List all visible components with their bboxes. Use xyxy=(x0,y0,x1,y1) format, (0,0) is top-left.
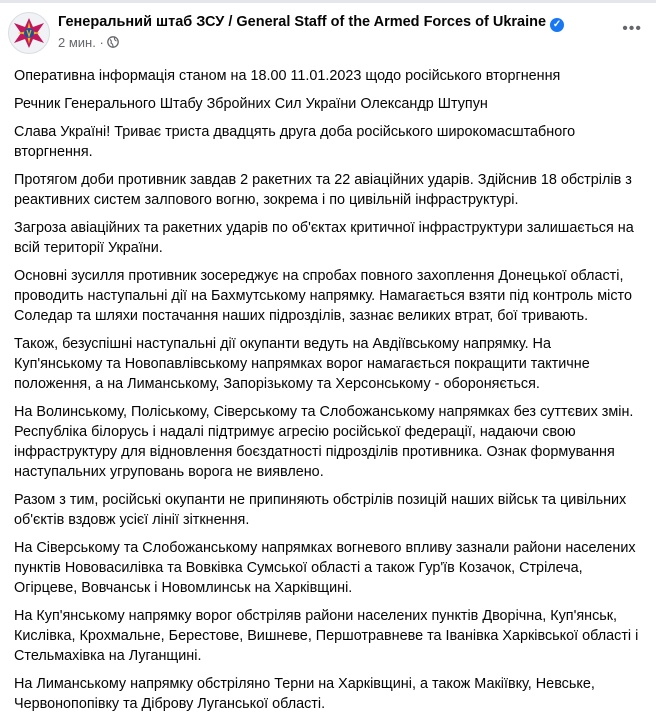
author-avatar[interactable] xyxy=(8,12,50,54)
post-paragraph xyxy=(14,606,654,666)
verified-badge-icon: ✓ xyxy=(550,18,564,32)
globe-icon xyxy=(107,36,119,48)
paragraph-line: проводить наступальні дії на Бахмутському напрямку. Намагається взяти під контроль місто xyxy=(14,288,632,304)
more-options-button[interactable]: ••• xyxy=(622,20,642,37)
paragraph-line: На Сіверському та Слобожанському напрямках вогневого впливу зазнали райони населених xyxy=(14,540,636,556)
paragraph-line: Республіка білорусь і надалі підтримує агресію російської федерації, надаючи свою xyxy=(14,424,576,440)
meta-separator: · xyxy=(99,35,104,50)
paragraph-line: Також, безуспішні наступальні дії окупанти ведуть на Авдіївському напрямку. На xyxy=(14,336,551,352)
paragraph-line: Стельмахівка на Луганщині. xyxy=(14,648,202,664)
paragraph-line: Основні зусилля противник зосереджує на спробах повного захоплення Донецької області, xyxy=(14,268,624,284)
paragraph-line: Протягом доби противник завдав 2 ракетних та 22 авіаційних ударів. Здійснив 18 обстрілів з xyxy=(14,172,632,188)
author-name[interactable] xyxy=(58,14,564,32)
top-divider xyxy=(0,0,656,3)
paragraph-line: Кислівка, Крохмальне, Берестове, Вишневе, Першотравневе та Іванівка Харківської області і xyxy=(14,628,639,644)
paragraph-line: Огірцеве, Вовчанськ і Новомлинськ на Харківщині. xyxy=(14,580,353,596)
paragraph-line: Червонопопівку та Діброву Луганської області. xyxy=(14,696,326,712)
post-paragraph xyxy=(14,66,654,86)
post-paragraph xyxy=(14,402,654,482)
paragraph-line: Куп'янському та Новопавлівському напрямках ворог намагається покращити тактичне xyxy=(14,356,590,372)
post-paragraph xyxy=(14,94,654,114)
post-paragraph xyxy=(14,674,654,714)
paragraph-line: Разом з тим, російські окупанти не припиняють обстрілів позицій наших військ та цивільних xyxy=(14,492,627,508)
paragraph-line: всій території України. xyxy=(14,240,163,256)
paragraph-line: положення, а на Лиманському, Запорізькому та Херсонському - обороняється. xyxy=(14,376,540,392)
paragraph-line: Речник Генерального Штабу Збройних Сил України Олександр Штупун xyxy=(14,96,488,112)
paragraph-line: наступальних угруповань ворога не виявлено. xyxy=(14,464,324,480)
paragraph-line: На Куп'янському напрямку ворог обстріляв райони населених пунктів Дворічна, Куп'янськ, xyxy=(14,608,618,624)
paragraph-line: На Лиманському напрямку обстріляно Терни на Харківщині, а також Макіївку, Невське, xyxy=(14,676,595,692)
paragraph-line: Оперативна інформація станом на 18.00 11.01.2023 щодо російського вторгнення xyxy=(14,68,561,84)
post-meta xyxy=(58,35,119,50)
post-paragraph xyxy=(14,218,654,258)
paragraph-line: реактивних систем залпового вогню, зокрема і по цивільній інфраструктурі. xyxy=(14,192,519,208)
general-staff-emblem-icon xyxy=(9,13,49,53)
post-paragraph xyxy=(14,266,654,326)
post-paragraph xyxy=(14,170,654,210)
post-paragraph xyxy=(14,490,654,530)
post-paragraph xyxy=(14,122,654,162)
paragraph-line: вторгнення. xyxy=(14,144,93,160)
paragraph-line: пунктів Нововасилівка та Вовківка Сумської області а також Гур'їв Козачок, Стрілеча, xyxy=(14,560,583,576)
paragraph-line: Слава Україні! Триває триста двадцять друга доба російського широкомасштабного xyxy=(14,124,576,140)
post-paragraph xyxy=(14,334,654,394)
post-paragraph xyxy=(14,538,654,598)
paragraph-line: На Волинському, Поліському, Сіверському та Слобожанському напрямках без суттєвих змін. xyxy=(14,404,634,420)
paragraph-line: об'єктів вздовж усієї лінії зіткнення. xyxy=(14,512,250,528)
paragraph-line: Загроза авіаційних та ракетних ударів по об'єктах критичної інфраструктури залишається на xyxy=(14,220,634,236)
paragraph-line: Соледар та шляхи постачання наших підрозділів, зазнає великих втрат, бої тривають. xyxy=(14,308,589,324)
post-body xyxy=(14,66,654,722)
post-time[interactable]: 2 мин. xyxy=(58,35,96,50)
paragraph-line: інфраструктуру для відновлення боєздатності підрозділів противника. Ознак формування xyxy=(14,444,615,460)
author-name-text: Генеральний штаб ЗСУ / General Staff of the Armed Forces of Ukraine xyxy=(58,14,547,30)
